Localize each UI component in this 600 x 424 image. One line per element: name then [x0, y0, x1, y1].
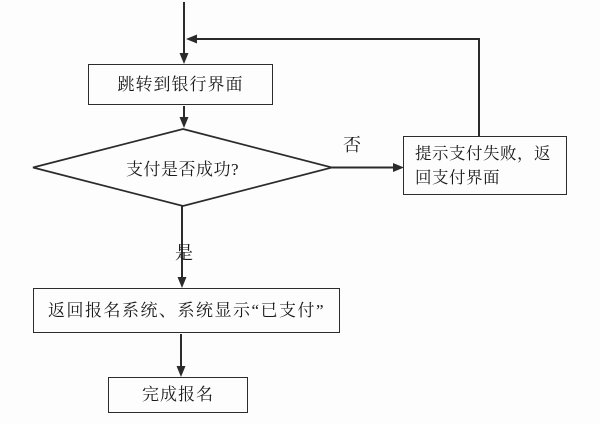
arrowhead-into-return [178, 277, 187, 288]
process-box-payment-failed-line2: 回支付界面 [415, 167, 500, 187]
arrowhead-into-decision [180, 117, 189, 128]
process-box-jump-to-bank-label: 跳转到银行界面 [117, 74, 244, 94]
decision-diamond-label [33, 129, 332, 206]
process-box-complete-registration [108, 377, 248, 413]
process-box-payment-failed-line1: 提示支付失败，返 [415, 143, 551, 163]
process-box-payment-failed [403, 136, 567, 195]
arrowhead-into-jump [180, 53, 189, 64]
process-box-jump-to-bank [88, 64, 273, 105]
process-box-return-system [33, 288, 340, 333]
edge-label-no: 否 [343, 135, 361, 155]
process-box-return-system-label: 返回报名系统、系统显示“已支付” [47, 300, 326, 320]
arrowhead-feedback-left [186, 35, 197, 44]
arrowhead-into-complete [177, 366, 186, 377]
decision-question-text: 支付是否成功? [125, 160, 240, 179]
process-box-complete-registration-label: 完成报名 [142, 385, 214, 405]
edge-label-yes: 是 [175, 243, 193, 263]
